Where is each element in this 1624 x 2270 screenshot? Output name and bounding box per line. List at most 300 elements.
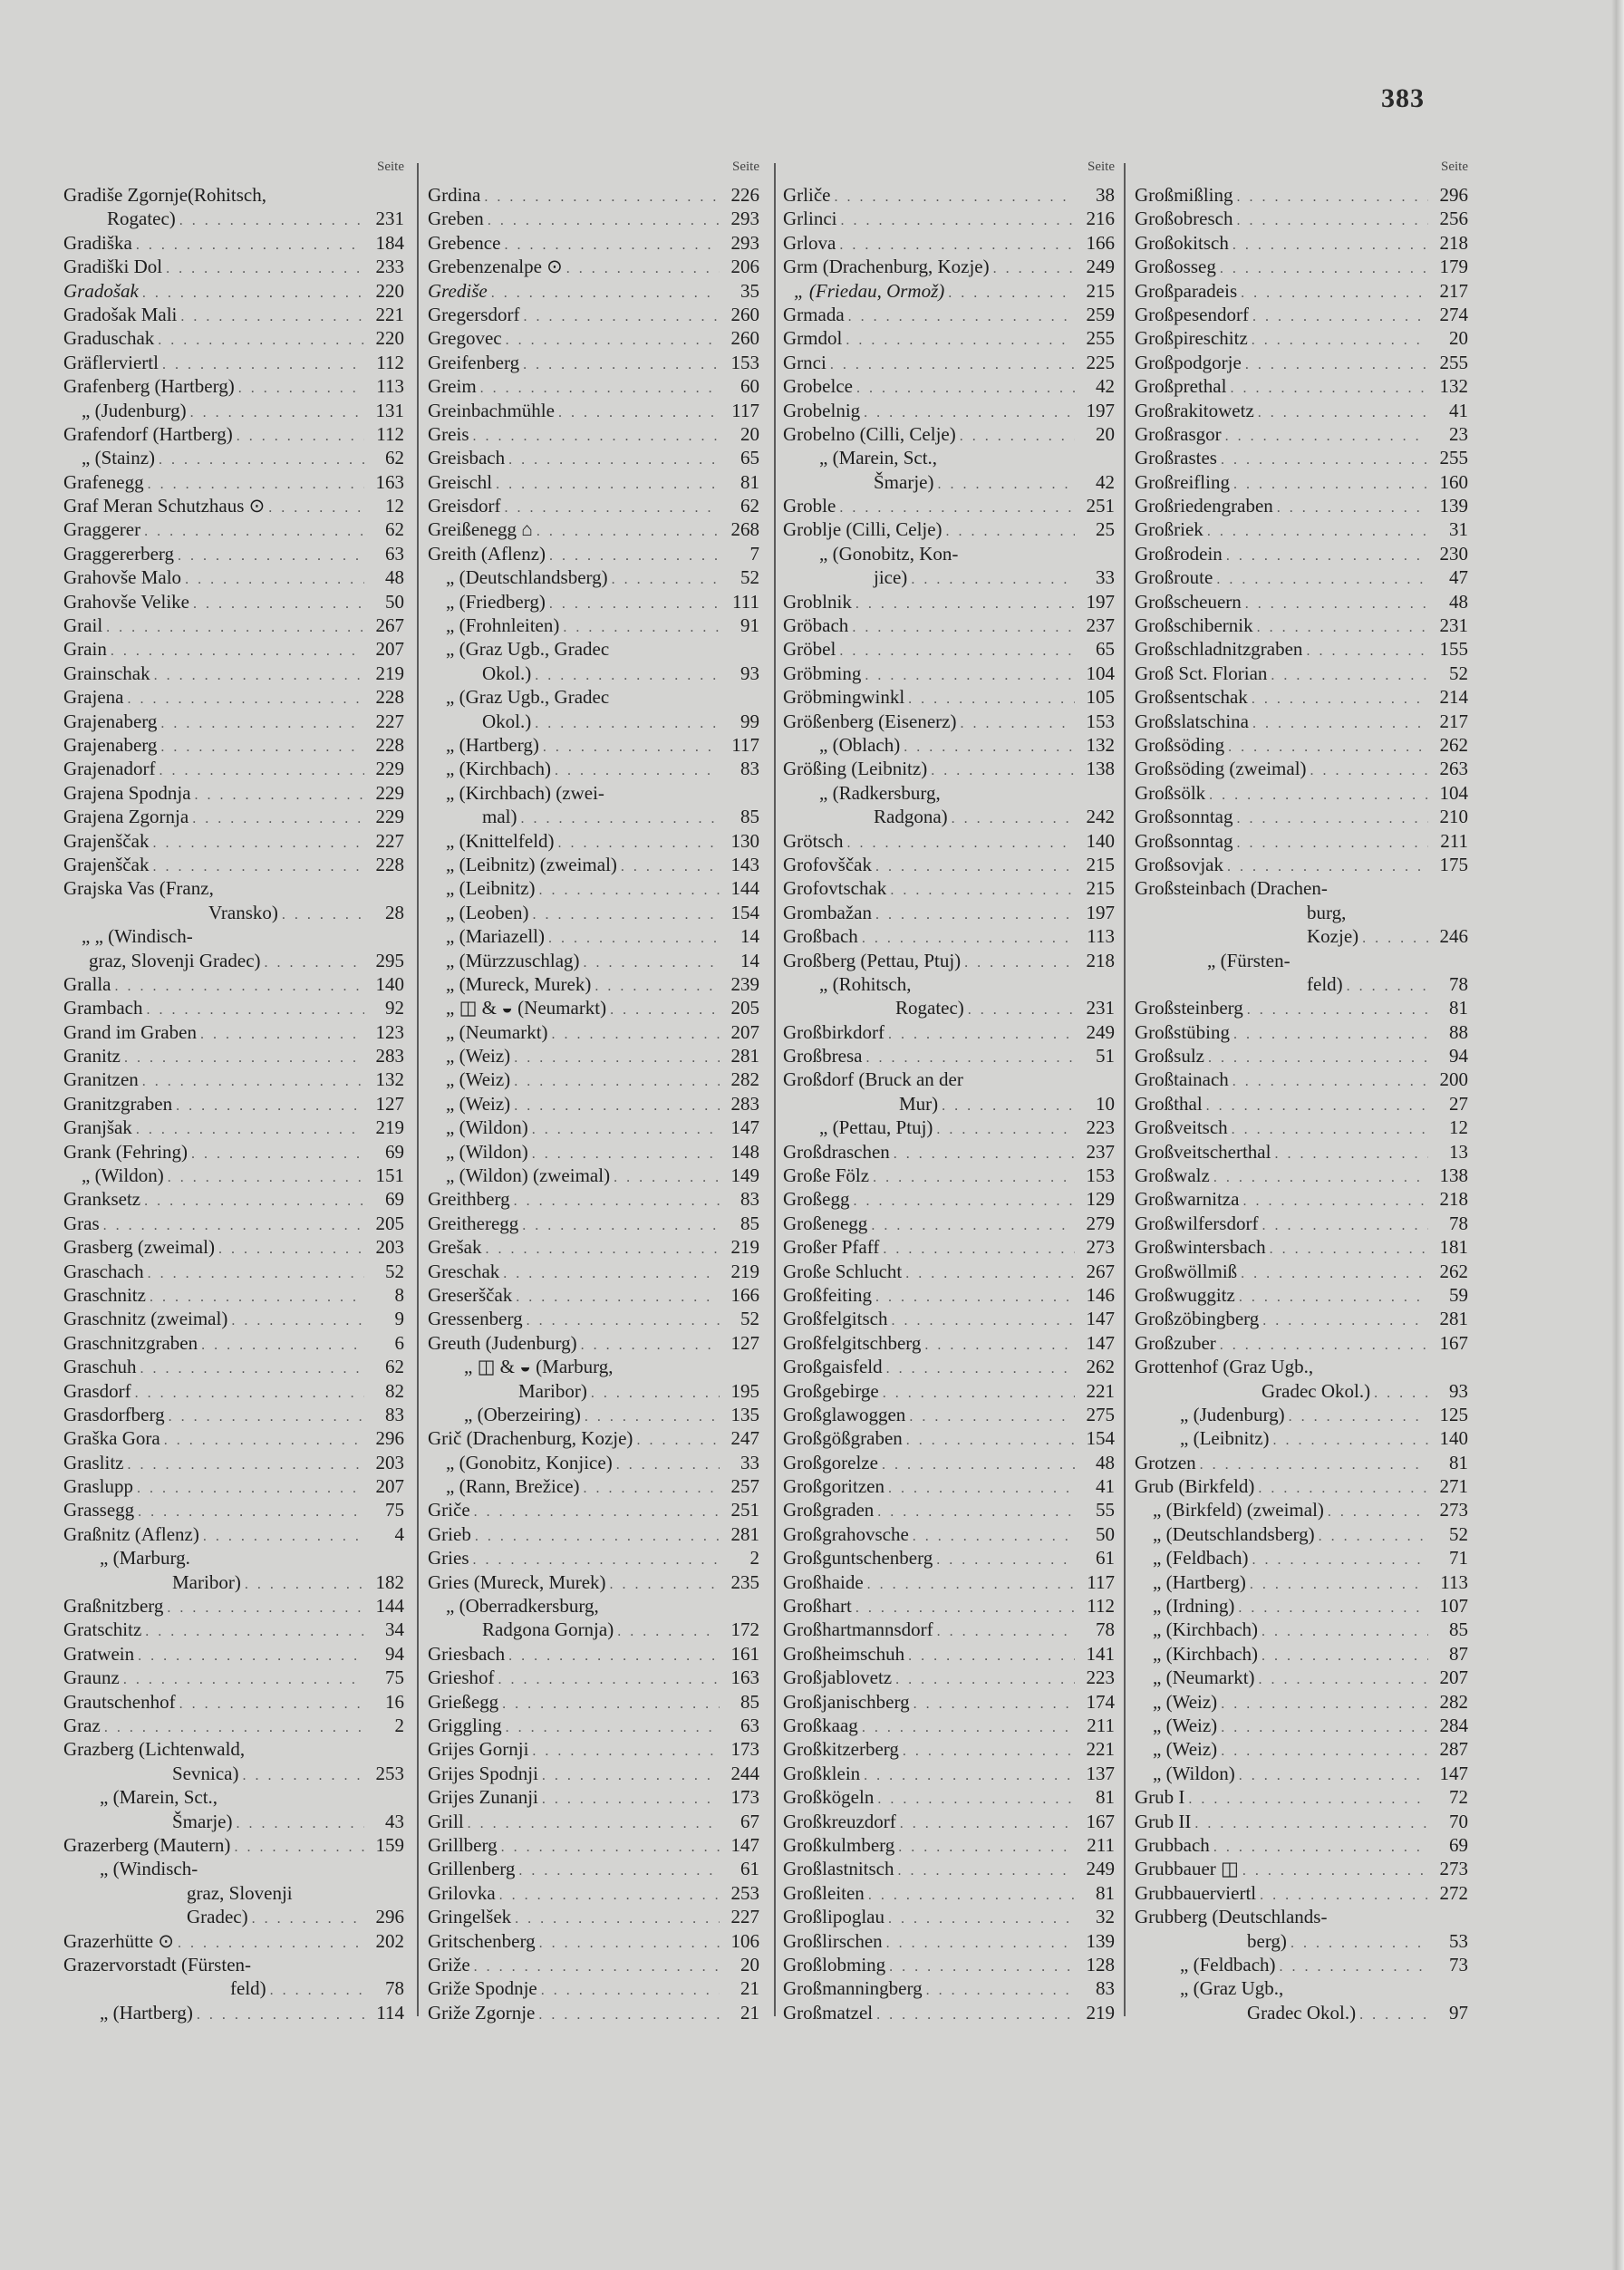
index-entry bbox=[63, 901, 408, 924]
entry-name: Großrakitowetz bbox=[1135, 399, 1254, 421]
entry-page-number: 173 bbox=[730, 1738, 759, 1761]
index-entry bbox=[783, 1642, 1118, 1666]
entry-name: „ (Stainz) bbox=[82, 447, 156, 469]
index-entry bbox=[428, 1020, 763, 1044]
entry-page-number: 143 bbox=[730, 853, 759, 875]
leader-dots bbox=[936, 1549, 1075, 1572]
entry-name: Großpodgorje bbox=[1135, 351, 1242, 373]
index-entry bbox=[1135, 1140, 1472, 1164]
index-entry bbox=[428, 1929, 763, 1953]
index-entry bbox=[428, 1953, 763, 1976]
leader-dots bbox=[523, 305, 720, 329]
index-entry bbox=[428, 1594, 763, 1618]
index-entry bbox=[428, 1067, 763, 1091]
entry-name: Greuth (Judenburg) bbox=[428, 1331, 577, 1354]
leader-dots bbox=[877, 1788, 1075, 1811]
leader-dots bbox=[502, 1693, 720, 1716]
entry-page-number: 130 bbox=[730, 829, 759, 852]
index-entry bbox=[428, 1498, 763, 1521]
entry-name: „ (Gonobitz, Kon- bbox=[819, 542, 959, 565]
entry-name: Grafenberg (Hartberg) bbox=[63, 375, 235, 398]
entry-name: feld) bbox=[1307, 972, 1343, 995]
entry-page-number: 235 bbox=[730, 1570, 759, 1593]
entry-page-number: 219 bbox=[1086, 2001, 1115, 2024]
entry-name: Großjablovetz bbox=[783, 1666, 893, 1689]
entry-page-number: 73 bbox=[1449, 1953, 1468, 1975]
entry-name: „ (Wildon) (zweimal) bbox=[446, 1164, 611, 1187]
leader-dots bbox=[1221, 1693, 1428, 1716]
index-entry bbox=[428, 1379, 763, 1403]
index-entry bbox=[63, 924, 408, 948]
entry-name: Gradiška bbox=[63, 231, 132, 254]
index-entry bbox=[1135, 1570, 1472, 1594]
entry-name: Grlinci bbox=[783, 208, 837, 230]
entry-name: Grötsch bbox=[783, 829, 844, 852]
entry-name: Grotzen bbox=[1135, 1451, 1196, 1473]
index-entry bbox=[1135, 1187, 1472, 1211]
entry-page-number: 60 bbox=[740, 375, 759, 398]
index-entry bbox=[1135, 1546, 1472, 1570]
leader-dots bbox=[1242, 1190, 1428, 1213]
entry-page-number: 139 bbox=[1086, 1929, 1115, 1952]
entry-name: Großkreuzdorf bbox=[783, 1810, 896, 1832]
index-entry bbox=[783, 733, 1118, 757]
entry-name: „ (Radkersburg, bbox=[819, 781, 941, 804]
leader-dots bbox=[1252, 1549, 1428, 1572]
entry-name: Gradošak bbox=[63, 279, 139, 302]
entry-name: Großprethal bbox=[1135, 375, 1227, 398]
leader-dots bbox=[936, 1118, 1075, 1142]
index-entry bbox=[63, 1283, 408, 1307]
entry-page-number: 281 bbox=[730, 1045, 759, 1067]
entry-page-number: 255 bbox=[1439, 351, 1468, 373]
entry-name: Großsonntag bbox=[1135, 806, 1233, 828]
entry-name: Gries (Mureck, Murek) bbox=[428, 1570, 606, 1593]
entry-page-number: 197 bbox=[1086, 590, 1115, 613]
entry-page-number: 155 bbox=[1439, 638, 1468, 661]
entry-page-number: 50 bbox=[385, 590, 404, 613]
index-entry bbox=[63, 781, 408, 805]
entry-page-number: 215 bbox=[1086, 279, 1115, 302]
leader-dots bbox=[617, 1620, 720, 1644]
entry-page-number: 52 bbox=[740, 1308, 759, 1330]
leader-dots bbox=[903, 1740, 1075, 1763]
entry-name: Großhartmannsdorf bbox=[783, 1618, 933, 1641]
index-entry bbox=[63, 1570, 408, 1594]
entry-name: Gradec Okol.) bbox=[1262, 1379, 1371, 1402]
entry-name: Gressenberg bbox=[428, 1308, 523, 1330]
entry-page-number: 117 bbox=[731, 399, 759, 421]
leader-dots bbox=[834, 186, 1075, 209]
index-entry bbox=[1135, 446, 1472, 469]
entry-name: Grebenzenalpe ⊙ bbox=[428, 256, 563, 278]
index-entry bbox=[63, 757, 408, 780]
index-entry bbox=[428, 1522, 763, 1546]
entry-page-number: 55 bbox=[1096, 1499, 1115, 1521]
entry-name: Großlobming bbox=[783, 1953, 886, 1975]
entry-page-number: 229 bbox=[375, 806, 404, 828]
index-entry bbox=[428, 1857, 763, 1880]
entry-page-number: 25 bbox=[1096, 518, 1115, 541]
entry-page-number: 273 bbox=[1439, 1499, 1468, 1521]
entry-page-number: 97 bbox=[1449, 2001, 1468, 2024]
entry-page-number: 140 bbox=[375, 972, 404, 995]
entry-name: Gröbming bbox=[783, 662, 862, 684]
entry-name: Gras bbox=[63, 1212, 100, 1234]
entry-page-number: 83 bbox=[1096, 1977, 1115, 2000]
index-entry bbox=[63, 949, 408, 972]
entry-page-number: 227 bbox=[730, 1906, 759, 1928]
leader-dots bbox=[1239, 1764, 1428, 1788]
index-entry bbox=[63, 399, 408, 422]
index-entry bbox=[428, 494, 763, 517]
index-entry bbox=[63, 1498, 408, 1521]
column-divider bbox=[1124, 163, 1126, 2016]
entry-page-number: 211 bbox=[1440, 829, 1468, 852]
leader-dots bbox=[114, 975, 364, 999]
entry-page-number: 78 bbox=[385, 1977, 404, 2000]
entry-page-number: 246 bbox=[1439, 925, 1468, 948]
entry-page-number: 255 bbox=[1439, 447, 1468, 469]
index-entry bbox=[428, 207, 763, 230]
leader-dots bbox=[900, 1812, 1075, 1836]
entry-name: Großosseg bbox=[1135, 256, 1216, 278]
page-number: 383 bbox=[1381, 83, 1425, 113]
index-entry bbox=[783, 542, 1118, 565]
entry-page-number: 83 bbox=[385, 1403, 404, 1425]
index-entry bbox=[428, 1810, 763, 1833]
index-entry bbox=[1135, 1212, 1472, 1235]
entry-name: Großguntschenberg bbox=[783, 1547, 933, 1570]
leader-dots bbox=[152, 832, 364, 855]
entry-page-number: 71 bbox=[1449, 1547, 1468, 1570]
index-entry bbox=[1135, 374, 1472, 398]
entry-page-number: 181 bbox=[1439, 1236, 1468, 1259]
index-entry bbox=[1135, 1044, 1472, 1067]
leader-dots bbox=[584, 951, 720, 975]
entry-page-number: 202 bbox=[375, 1929, 404, 1952]
leader-dots bbox=[552, 1023, 720, 1047]
entry-page-number: 81 bbox=[1096, 1786, 1115, 1809]
entry-page-number: 219 bbox=[375, 1116, 404, 1139]
index-entry bbox=[783, 1546, 1118, 1570]
entry-name: Grahovše Velike bbox=[63, 590, 189, 613]
entry-name: „ (Weiz) bbox=[446, 1092, 511, 1115]
index-entry bbox=[1135, 231, 1472, 255]
index-entry bbox=[428, 1044, 763, 1067]
leader-dots bbox=[1226, 545, 1428, 568]
entry-page-number: 112 bbox=[1087, 1595, 1115, 1618]
entry-name: Großmanningberg bbox=[783, 1977, 923, 2000]
index-entry bbox=[63, 303, 408, 326]
leader-dots bbox=[144, 1190, 364, 1213]
entry-page-number: 259 bbox=[1086, 303, 1115, 325]
leader-dots bbox=[1289, 1405, 1428, 1429]
entry-page-number: 153 bbox=[1086, 1164, 1115, 1187]
index-entry bbox=[783, 662, 1118, 685]
index-entry bbox=[783, 1403, 1118, 1426]
leader-dots bbox=[1252, 688, 1428, 711]
book-binding-edge bbox=[1611, 0, 1624, 2270]
entry-page-number: 273 bbox=[1439, 1858, 1468, 1880]
leader-dots bbox=[176, 1095, 364, 1118]
index-entry bbox=[63, 1810, 408, 1833]
leader-dots bbox=[138, 1645, 364, 1668]
index-entry bbox=[1135, 1690, 1472, 1714]
leader-dots bbox=[498, 1668, 720, 1692]
entry-name: Graggerer bbox=[63, 518, 141, 541]
entry-name: Greisdorf bbox=[428, 495, 501, 517]
index-entry bbox=[1135, 590, 1472, 613]
entry-page-number: 16 bbox=[385, 1690, 404, 1713]
entry-page-number: 132 bbox=[1439, 375, 1468, 398]
index-entry bbox=[428, 1570, 763, 1594]
entry-page-number: 7 bbox=[749, 542, 759, 565]
entry-page-number: 94 bbox=[385, 1642, 404, 1665]
entry-page-number: 220 bbox=[375, 279, 404, 302]
entry-name: Grofovtschak bbox=[783, 877, 887, 900]
entry-page-number: 160 bbox=[1439, 470, 1468, 493]
entry-page-number: 125 bbox=[1439, 1403, 1468, 1425]
index-entry bbox=[1135, 757, 1472, 780]
leader-dots bbox=[1209, 784, 1428, 807]
index-entry bbox=[1135, 1953, 1472, 1976]
entry-name: Großsovjak bbox=[1135, 853, 1223, 875]
entry-page-number: 221 bbox=[1086, 1738, 1115, 1761]
leader-dots bbox=[848, 305, 1075, 329]
entry-name: „ (Hartberg) bbox=[1153, 1570, 1246, 1593]
leader-dots bbox=[200, 1023, 364, 1047]
index-entry bbox=[1135, 972, 1472, 996]
entry-name: Grajenščak bbox=[63, 853, 150, 875]
leader-dots bbox=[873, 1166, 1075, 1190]
leader-dots bbox=[594, 975, 720, 999]
entry-page-number: 63 bbox=[740, 1715, 759, 1736]
leader-dots bbox=[904, 736, 1075, 759]
entry-name: Grub I bbox=[1135, 1786, 1185, 1809]
entry-page-number: 216 bbox=[1086, 208, 1115, 230]
entry-page-number: 128 bbox=[1086, 1953, 1115, 1975]
leader-dots bbox=[839, 640, 1075, 663]
index-entry bbox=[783, 1522, 1118, 1546]
leader-dots bbox=[875, 855, 1075, 879]
leader-dots bbox=[160, 736, 364, 759]
entry-name: Gregersdorf bbox=[428, 303, 520, 325]
entry-page-number: 293 bbox=[730, 208, 759, 230]
leader-dots bbox=[508, 1645, 720, 1668]
leader-dots bbox=[993, 257, 1075, 281]
index-entry bbox=[1135, 351, 1472, 374]
entry-page-number: 99 bbox=[740, 710, 759, 732]
entry-name: Granjšak bbox=[63, 1116, 132, 1139]
entry-page-number: 163 bbox=[730, 1666, 759, 1689]
entry-name: „ (Hartberg) bbox=[100, 2001, 193, 2024]
entry-page-number: 257 bbox=[730, 1475, 759, 1498]
entry-page-number: 167 bbox=[1086, 1810, 1115, 1832]
entry-name: „ (Frohnleiten) bbox=[446, 614, 560, 637]
entry-page-number: 217 bbox=[1439, 279, 1468, 302]
entry-name: „ (Wildon) bbox=[446, 1116, 528, 1139]
index-entry bbox=[1135, 517, 1472, 541]
entry-page-number: 23 bbox=[1449, 422, 1468, 445]
entry-page-number: 35 bbox=[740, 279, 759, 302]
entry-name: „ (Neumarkt) bbox=[1153, 1666, 1255, 1689]
index-entry bbox=[63, 1474, 408, 1498]
leader-dots bbox=[937, 473, 1075, 497]
index-entry bbox=[63, 1403, 408, 1426]
entry-page-number: 4 bbox=[394, 1522, 404, 1545]
entry-name: „ (Knittelfeld) bbox=[446, 829, 555, 852]
leader-dots bbox=[142, 1070, 364, 1094]
entry-name: Greschak bbox=[428, 1260, 500, 1282]
index-entry bbox=[1135, 494, 1472, 517]
leader-dots bbox=[1270, 1238, 1428, 1261]
index-entry bbox=[63, 1785, 408, 1809]
leader-dots bbox=[1362, 927, 1428, 951]
entry-page-number: 148 bbox=[730, 1140, 759, 1163]
entry-name: Grautschenhof bbox=[63, 1690, 176, 1713]
entry-name: Greithberg bbox=[428, 1188, 510, 1211]
leader-dots bbox=[895, 1668, 1075, 1692]
index-entry bbox=[428, 1714, 763, 1737]
leader-dots bbox=[179, 1693, 364, 1716]
index-entry bbox=[783, 1570, 1118, 1594]
leader-dots bbox=[558, 401, 720, 425]
leader-dots bbox=[473, 425, 720, 449]
leader-dots bbox=[514, 1190, 720, 1213]
leader-dots bbox=[159, 449, 364, 472]
leader-dots bbox=[1237, 832, 1429, 855]
entry-page-number: 70 bbox=[1449, 1810, 1468, 1832]
leader-dots bbox=[282, 903, 364, 927]
entry-page-number: 247 bbox=[730, 1427, 759, 1450]
entry-page-number: 167 bbox=[1439, 1331, 1468, 1354]
entry-name: „ (Weiz) bbox=[1153, 1690, 1218, 1713]
entry-page-number: 52 bbox=[385, 1260, 404, 1282]
leader-dots bbox=[1216, 568, 1428, 592]
entry-page-number: 113 bbox=[376, 375, 404, 398]
index-entry bbox=[63, 1235, 408, 1259]
entry-name: jice) bbox=[874, 566, 908, 589]
entry-name: Graschnitz (zweimal) bbox=[63, 1308, 228, 1330]
entry-page-number: 48 bbox=[1096, 1451, 1115, 1473]
entry-page-number: 230 bbox=[1439, 542, 1468, 565]
entry-name: Graslupp bbox=[63, 1475, 133, 1498]
leader-dots bbox=[522, 1214, 720, 1238]
entry-page-number: 182 bbox=[375, 1570, 404, 1593]
entry-page-number: 151 bbox=[375, 1164, 404, 1187]
entry-page-number: 38 bbox=[1096, 184, 1115, 206]
entry-page-number: 2 bbox=[394, 1715, 404, 1736]
entry-page-number: 78 bbox=[1449, 972, 1468, 995]
index-entry bbox=[428, 1618, 763, 1641]
leader-dots bbox=[234, 1836, 364, 1859]
entry-page-number: 166 bbox=[1086, 231, 1115, 254]
entry-name: Grasberg (zweimal) bbox=[63, 1236, 215, 1259]
entry-name: Greim bbox=[428, 375, 477, 398]
leader-dots bbox=[914, 1693, 1075, 1716]
entry-name: Greifenberg bbox=[428, 351, 520, 373]
index-entry bbox=[1135, 996, 1472, 1019]
entry-name: „ (Kirchbach) bbox=[1153, 1642, 1259, 1665]
entry-page-number: 242 bbox=[1086, 806, 1115, 828]
index-entry bbox=[783, 470, 1118, 494]
index-entry bbox=[63, 517, 408, 541]
leader-dots bbox=[952, 807, 1075, 831]
entry-page-number: 28 bbox=[385, 901, 404, 923]
entry-name: Großgebirge bbox=[783, 1379, 879, 1402]
index-entry bbox=[1135, 1164, 1472, 1187]
index-entry bbox=[1135, 279, 1472, 303]
entry-page-number: 139 bbox=[1439, 495, 1468, 517]
entry-name: Grajenadorf bbox=[63, 758, 156, 780]
index-entry bbox=[1135, 1092, 1472, 1116]
entry-name: „ (Neumarkt) bbox=[446, 1020, 548, 1043]
leader-dots bbox=[830, 353, 1075, 377]
leader-dots bbox=[140, 1357, 364, 1381]
leader-dots bbox=[1250, 1573, 1428, 1597]
index-entry bbox=[428, 829, 763, 853]
leader-dots bbox=[496, 473, 720, 497]
leader-dots bbox=[541, 1979, 720, 2003]
entry-name: „ „ (Windisch- bbox=[82, 925, 193, 948]
entry-name: „ (Graz Ugb., Gradec bbox=[446, 638, 610, 661]
leader-dots bbox=[106, 616, 364, 640]
entry-page-number: 42 bbox=[1096, 470, 1115, 493]
index-entry bbox=[783, 972, 1118, 996]
leader-dots bbox=[1241, 282, 1428, 305]
leader-dots bbox=[1262, 1645, 1428, 1668]
leader-dots bbox=[538, 2004, 720, 2027]
entry-name: Gradec) bbox=[187, 1906, 248, 1928]
entry-name: „ (Oberradkersburg, bbox=[446, 1595, 599, 1618]
entry-page-number: 20 bbox=[1096, 422, 1115, 445]
entry-page-number: 153 bbox=[730, 351, 759, 373]
entry-name: „ (Deutschlandsberg) bbox=[446, 566, 608, 589]
entry-page-number: 144 bbox=[730, 877, 759, 900]
index-entry bbox=[428, 685, 763, 709]
leader-dots bbox=[193, 593, 364, 616]
entry-name: Grlova bbox=[783, 231, 836, 254]
leader-dots bbox=[1232, 1070, 1428, 1094]
entry-page-number: 215 bbox=[1086, 877, 1115, 900]
entry-page-number: 20 bbox=[740, 1953, 759, 1975]
entry-page-number: 61 bbox=[740, 1858, 759, 1880]
index-entry bbox=[63, 972, 408, 996]
entry-name: Graunz bbox=[63, 1666, 120, 1689]
entry-page-number: 220 bbox=[375, 327, 404, 350]
leader-dots bbox=[886, 1932, 1075, 1956]
leader-dots bbox=[1319, 1525, 1428, 1549]
leader-dots bbox=[946, 520, 1075, 544]
entry-page-number: 154 bbox=[1086, 1427, 1115, 1450]
entry-name: Grottenhof (Graz Ugb., bbox=[1135, 1356, 1314, 1378]
entry-name: Große Fölz bbox=[783, 1164, 870, 1187]
entry-name: Greisbach bbox=[428, 447, 506, 469]
entry-page-number: 253 bbox=[730, 1881, 759, 1904]
entry-page-number: 140 bbox=[1439, 1427, 1468, 1450]
index-entry bbox=[63, 1881, 408, 1905]
leader-dots bbox=[1252, 712, 1428, 736]
leader-dots bbox=[549, 593, 720, 616]
leader-dots bbox=[178, 545, 364, 568]
leader-dots bbox=[888, 1908, 1075, 1931]
entry-page-number: 41 bbox=[1449, 399, 1468, 421]
index-entry bbox=[428, 1403, 763, 1426]
entry-name: Gringelšek bbox=[428, 1906, 512, 1928]
index-entry bbox=[63, 1618, 408, 1641]
index-entry bbox=[428, 1307, 763, 1330]
